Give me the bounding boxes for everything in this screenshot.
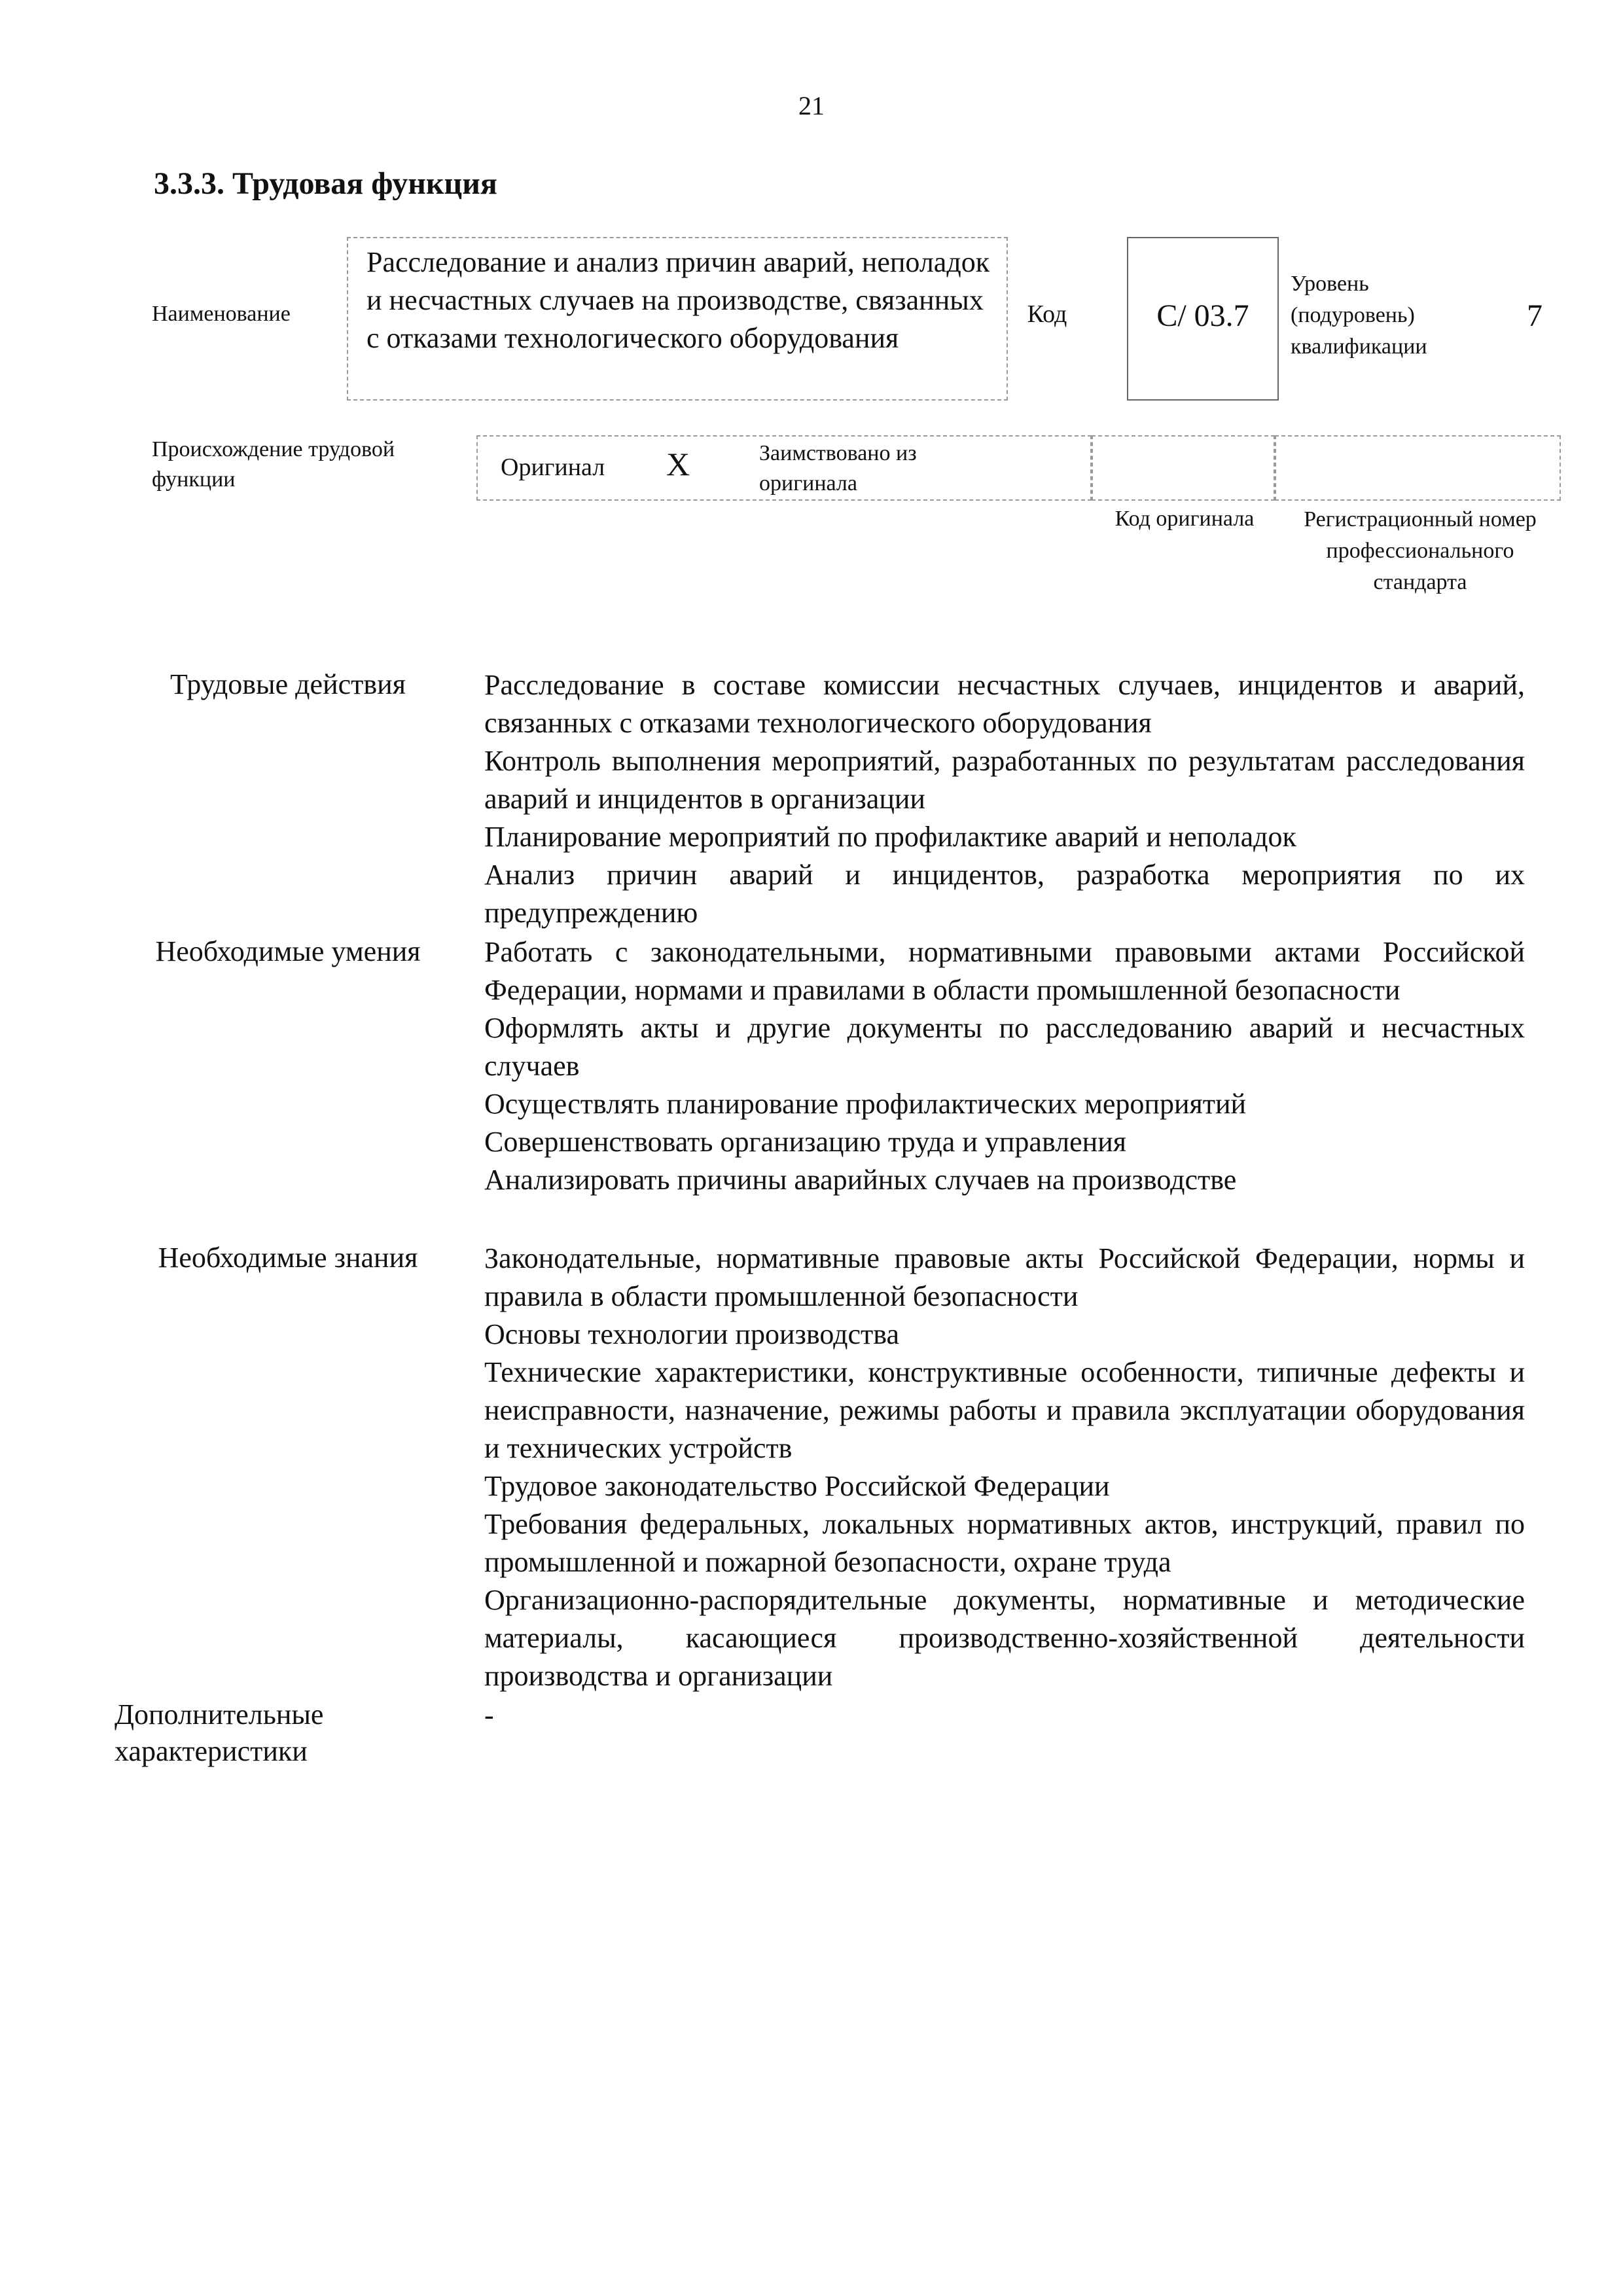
regnum-box	[1275, 435, 1561, 501]
list-item: Анализировать причины аварийных случаев на производстве	[484, 1164, 1237, 1196]
page-number: 21	[798, 91, 825, 120]
original-mark: X	[666, 446, 690, 482]
list-item: Совершенствовать организацию труда и управления	[484, 1126, 1126, 1158]
code-original-caption: Код оригинала	[1115, 507, 1255, 531]
list-item: Оформлять акты и другие документы по расследованию аварий и несчастных случаев	[484, 1012, 1525, 1082]
level-value: 7	[1527, 298, 1543, 333]
borrowed-label: Заимствовано из оригинала	[759, 441, 917, 495]
knowledge-list	[484, 1240, 1525, 1695]
code-value: С/ 03.7	[1156, 298, 1249, 333]
origin-label: Происхождение трудовой функции	[152, 437, 395, 492]
labor-actions-label: Трудовые действия	[170, 668, 406, 700]
level-label: Уровень (подуровень) квалификации	[1291, 272, 1427, 359]
original-code-box	[1092, 435, 1275, 501]
section-heading: 3.3.3. Трудовая функция	[154, 166, 497, 201]
list-item: Работать с законодательными, нормативными правовыми актами Российской Федерации, нормами и правилами в области промышленной безопасности	[484, 936, 1525, 1006]
original-label: Оригинал	[501, 454, 605, 481]
list-item: Законодательные, нормативные правовые акты Российской Федерации, нормы и правила в области промышленной безопасности	[484, 1242, 1525, 1312]
list-item: Расследование в составе комиссии несчастных случаев, инцидентов и аварий, связанных с отказами технологического оборудования	[484, 669, 1525, 739]
function-name: Расследование и анализ причин аварий, неполадок и несчастных случаев на производстве, связанных с отказами технологического оборудования	[366, 246, 990, 354]
list-item: Требования федеральных, локальных нормативных актов, инструкций, правил по промышленной и пожарной безопасности, охране труда	[484, 1508, 1525, 1578]
list-item: Контроль выполнения мероприятий, разработанных по результатам расследования аварий и инцидентов в организации	[484, 745, 1525, 815]
regnum-caption: Регистрационный номер профессионального стандарта	[1304, 507, 1537, 594]
skills-label: Необходимые умения	[155, 935, 421, 967]
additional-label: Дополнительные характеристики	[115, 1698, 324, 1767]
list-item: Организационно-распорядительные документы, нормативные и методические материалы, касающиеся производственно-хозяйственной деятельности производства и организации	[484, 1584, 1525, 1692]
list-item: Основы технологии производства	[484, 1318, 899, 1350]
list-item: Планирование мероприятий по профилактике аварий и неполадок	[484, 821, 1296, 853]
list-item: Трудовое законодательство Российской Федерации	[484, 1470, 1110, 1502]
labor-actions-list	[484, 666, 1525, 932]
list-item: Технические характеристики, конструктивные особенности, типичные дефекты и неисправности, назначение, режимы работы и правила эксплуатации оборудования и технических устройств	[484, 1356, 1525, 1464]
additional-value: -	[484, 1699, 494, 1731]
name-label: Наименование	[152, 302, 291, 326]
code-label: Код	[1027, 300, 1067, 328]
list-item: Анализ причин аварий и инцидентов, разработка мероприятия по их предупреждению	[484, 859, 1525, 929]
knowledge-label: Необходимые знания	[158, 1242, 418, 1274]
skills-list	[484, 933, 1525, 1199]
list-item: Осуществлять планирование профилактических мероприятий	[484, 1088, 1247, 1120]
